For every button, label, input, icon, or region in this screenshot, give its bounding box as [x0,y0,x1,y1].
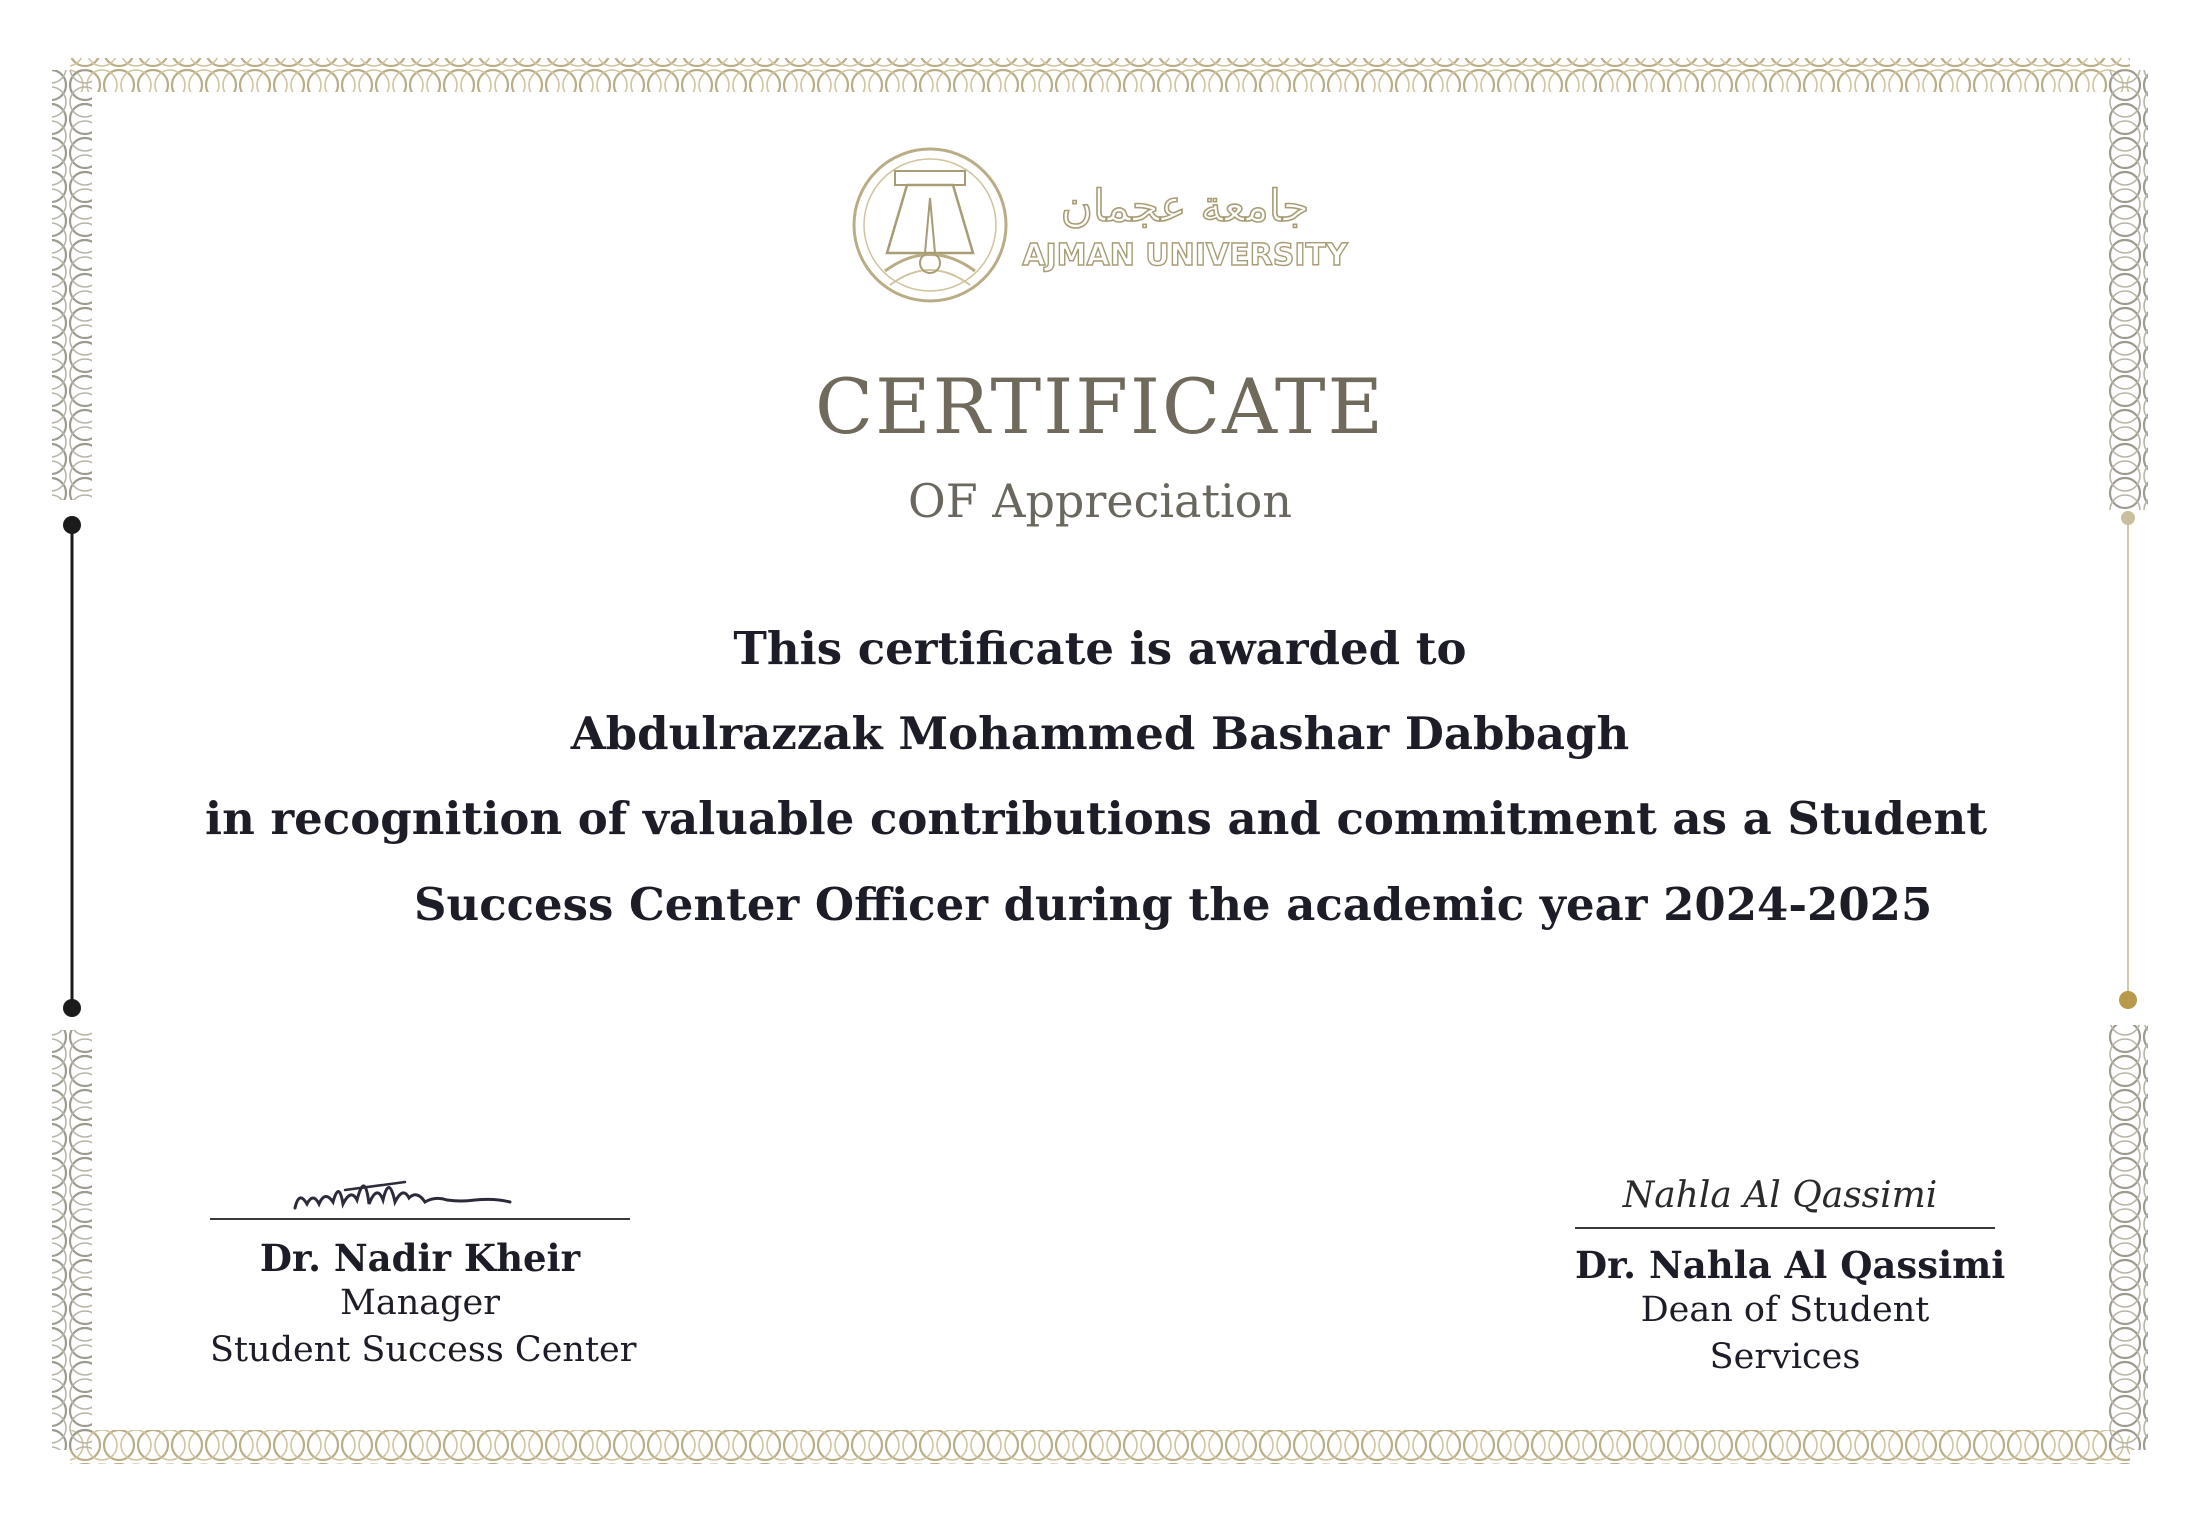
recipient-name: Abdulrazzak Mohammed Bashar Dabbagh [570,707,1630,760]
university-logo [845,143,1365,308]
certificate-title: CERTIFICATE [814,362,1386,451]
signatory-left [210,1160,637,1375]
signatory-department: Student Success Center [210,1330,637,1371]
signature-nahla-al-qassimi: Nahla Al Qassimi [1622,1175,1938,1216]
signature-line [1575,1227,1995,1229]
signatory-name: Dr. Nahla Al Qassimi [1575,1243,2006,1287]
recognition-text-line1: in recognition of valuable contributions and commitment as a Student [205,792,1988,845]
award-intro-text: This certificate is awarded to [733,622,1467,675]
signatory-department: Services [1709,1337,1861,1378]
university-emblem-icon [854,149,1006,301]
logo-english-text: AJMAN UNIVERSITY [1022,238,1348,273]
logo-arabic-text: جامعة عجمان [1060,181,1310,232]
certificate-subtitle: OF Appreciation [908,474,1292,528]
signature-line [210,1218,630,1220]
signatory-right [1575,1175,2006,1382]
signatory-title: Dean of Student [1640,1290,1930,1330]
signatory-title: Manager [340,1283,500,1323]
signatory-name: Dr. Nadir Kheir [259,1236,581,1280]
recognition-text-line2: Success Center Officer during the academic year 2024-2025 [414,878,1933,931]
